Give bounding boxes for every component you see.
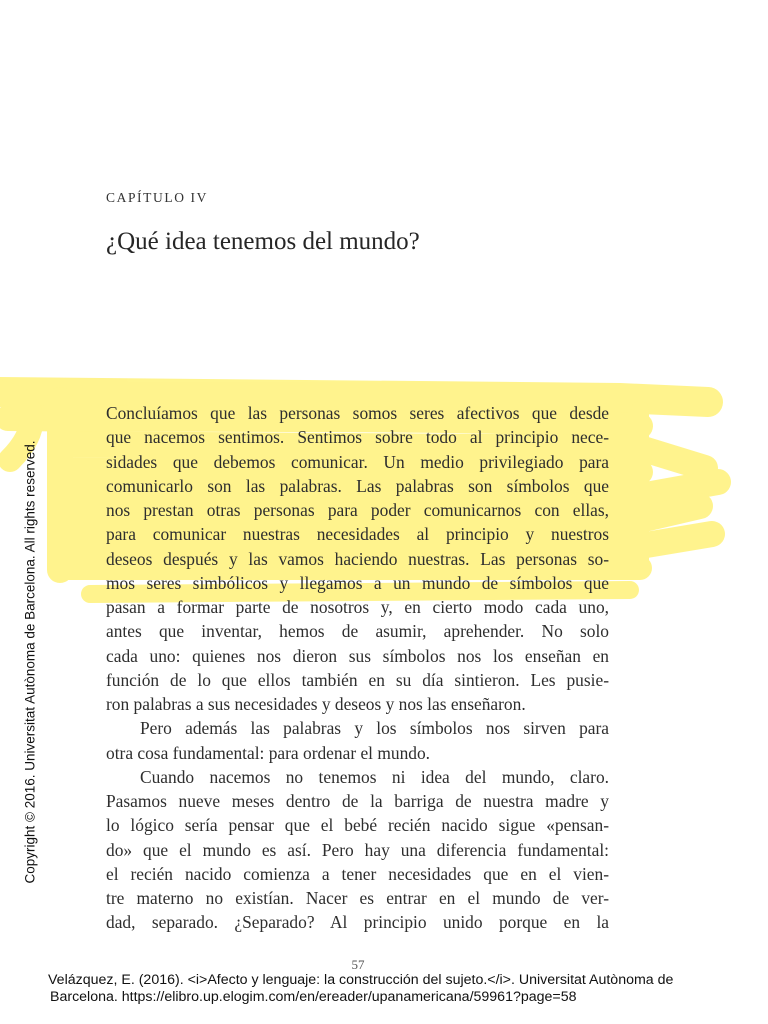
text-line: nos prestan otras personas para poder comunicarnos con ellas, <box>106 500 609 520</box>
text-line: mos seres simbólicos y llegamos a un mundo de símbolos que <box>106 572 609 593</box>
text-line: dad, separado. ¿Separado? Al principio unido porque en la <box>106 912 609 933</box>
text-line: do» que el mundo es así. Pero hay una diferencia fundamental: <box>106 839 609 860</box>
text-line: para comunicar nuestras necesidades al principio y nuestros <box>106 524 609 545</box>
text-line: otra cosa fundamental: para ordenar el mundo. <box>106 742 431 763</box>
text-line: comunicarlo son las palabras. Las palabras son símbolos que <box>106 475 609 496</box>
chapter-label: CAPÍTULO IV <box>106 190 208 205</box>
text-line: Cuando nacemos no tenemos ni idea del mundo, claro. <box>140 766 609 787</box>
text-line: que nacemos sentimos. Sentimos sobre todo al principio nece- <box>106 427 609 448</box>
text-line: el recién nacido comienza a tener necesidades que en el vien- <box>106 863 609 884</box>
text-line: ron palabras a sus necesidades y deseos y nos las enseñaron. <box>106 694 526 714</box>
copyright-notice: Copyright © 2016. Universitat Autònoma de Barcelona. All rights reserved. <box>22 440 38 884</box>
text-line: Concluíamos que las personas somos seres afectivos que desde <box>106 403 609 423</box>
text-line: lo lógico sería pensar que el bebé recién nacido sigue «pensan- <box>106 815 609 836</box>
text-line: Pero además las palabras y los símbolos nos sirven para <box>140 718 609 739</box>
text-line: deseos después y las vamos haciendo nuestras. Las personas so- <box>106 548 609 569</box>
body-text <box>106 401 609 935</box>
text-line: Pasamos nueve meses dentro de la barriga de nuestra madre y <box>106 791 609 811</box>
citation-footer <box>48 972 748 1006</box>
text-line: cada uno: quienes nos dieron sus símbolos nos los enseñan en <box>106 645 609 666</box>
text-line: antes que inventar, hemos de asumir, aprehender. No solo <box>106 621 609 642</box>
text-line: pasan a formar parte de nosotros y, en cierto modo cada uno, <box>106 597 609 617</box>
text-line: función de lo que ellos también en su día sintieron. Les pusie- <box>106 669 609 690</box>
citation-line-2: Barcelona. https://elibro.up.elogim.com/en/ereader/upanamericana/59961?page=58 <box>50 989 577 1005</box>
text-line: tre materno no existían. Nacer es entrar en el mundo de ver- <box>106 888 609 908</box>
citation-line-1: Velázquez, E. (2016). <i>Afecto y lenguaje: la construcción del sujeto.</i>. Universitat Autònoma de <box>48 972 674 988</box>
page-number: 57 <box>351 957 365 972</box>
chapter-title: ¿Qué idea tenemos del mundo? <box>106 228 420 255</box>
text-line: sidades que debemos comunicar. Un medio privilegiado para <box>106 451 609 472</box>
